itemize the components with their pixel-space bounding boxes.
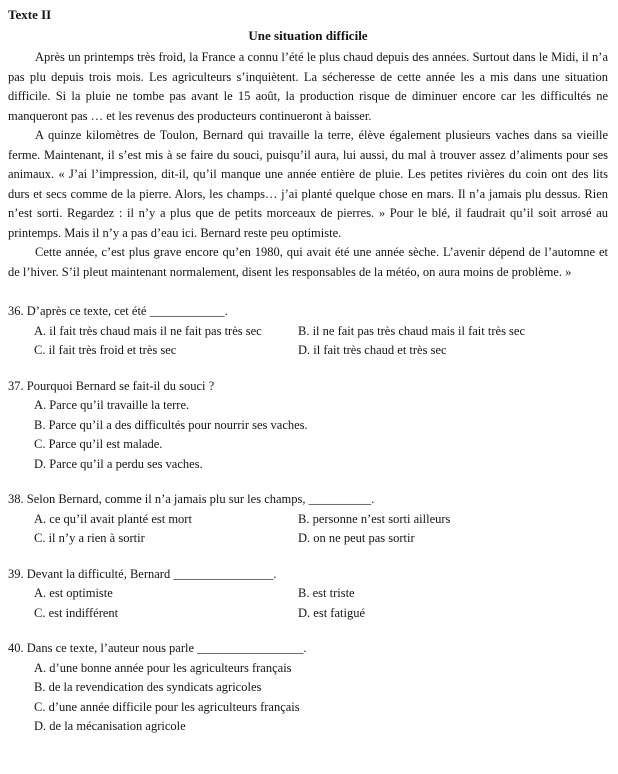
- question-40-option-c: C. d’une année difficile pour les agriculteurs français: [34, 699, 300, 714]
- question-40-options: [8, 659, 608, 737]
- question-38-stem: 38. Selon Bernard, comme il n’a jamais plu sur les champs, __________.: [8, 492, 375, 506]
- question-39-options: [8, 584, 608, 623]
- question-36-options: [8, 322, 608, 361]
- question-36-option-d: D. il fait très chaud et très sec: [298, 343, 447, 357]
- question-39-option-a: A. est optimiste: [34, 586, 113, 600]
- question-36-option-c: C. il fait très froid et très sec: [34, 343, 177, 357]
- question-38-options: [8, 510, 608, 549]
- question-40-option-a: A. d’une bonne année pour les agriculteurs français: [34, 660, 292, 675]
- question-37-option-d: D. Parce qu’il a perdu ses vaches.: [34, 456, 203, 471]
- question-37-option-a: A. Parce qu’il travaille la terre.: [34, 398, 190, 412]
- question-38-option-d: D. on ne peut pas sortir: [298, 531, 415, 545]
- question-37: [8, 377, 608, 475]
- question-38-option-a: A. ce qu’il avait planté est mort: [34, 511, 192, 526]
- question-36-option-a: A. il fait très chaud mais il ne fait pas très sec: [34, 323, 262, 338]
- question-38-option-b: B. personne n’est sorti ailleurs: [298, 511, 451, 526]
- paragraph-2: A quinze kilomètres de Toulon, Bernard qui travaille la terre, élève également plusieurs vaches dans sa vieille ferme. Maintenant, il s’est mis à se faire du souci, puisqu’il aura, lui aussi, du mal à trouver assez d’aliments pour ses animaux. « J’ai l’impression, dit-il, qu’il manque une année entière de pluie. Les petites rivières du coin ont des lits durs et secs comme de la pierre. Alors, les champs… j’ai planté quelque chose en mars. Il n’a jamais plu dessus. Rien n’est sorti. Regardez : il n’y a plus que de petits morceaux de pierres. » Pour le blé, il faudrait qu’il soit arrosé au printemps. Mais il n’y a pas d’eau ici. Bernard reste peu optimiste.: [8, 128, 608, 240]
- question-40: [8, 639, 608, 737]
- paragraph-3: Cette année, c’est plus grave encore qu’en 1980, qui avait été une année sèche. L’avenir dépend de l’automne et de l’hiver. S’il pleut maintenant normalement, disent les responsables de la météo, on aura moins de problème. »: [8, 245, 608, 279]
- question-39-option-b: B. est triste: [298, 586, 355, 600]
- paragraph-1: Après un printemps très froid, la France a connu l’été le plus chaud depuis des années. Surtout dans le Midi, il n’a pas plu depuis trois mois. Les agriculteurs s’inquiètent. La sécheresse de cette année les a mis dans une situation difficile. Si la pluie ne tombe pas avant le 15 août, la production risque de diminuer encore car les difficultés ne manqueront pas … et les revenus des producteurs continueront à baisser.: [8, 50, 608, 123]
- questions-section: [8, 302, 608, 737]
- question-39-option-d: D. est fatigué: [298, 605, 365, 620]
- question-38-option-c: C. il n’y a rien à sortir: [34, 531, 145, 545]
- question-37-option-c: C. Parce qu’il est malade.: [34, 437, 163, 451]
- question-40-option-d: D. de la mécanisation agricole: [34, 719, 186, 733]
- question-36: [8, 302, 608, 361]
- question-37-stem: 37. Pourquoi Bernard se fait-il du souci ?: [8, 378, 215, 393]
- section-label: Texte II: [8, 7, 52, 22]
- question-40-option-b: B. de la revendication des syndicats agricoles: [34, 680, 262, 694]
- question-38: [8, 490, 608, 549]
- question-39-option-c: C. est indifférent: [34, 605, 119, 620]
- question-39-stem: 39. Devant la difficulté, Bernard ________________.: [8, 566, 277, 581]
- question-36-option-b: B. il ne fait pas très chaud mais il fait très sec: [298, 323, 526, 338]
- question-37-options: [8, 396, 608, 474]
- question-40-stem: 40. Dans ce texte, l’auteur nous parle _________________.: [8, 641, 307, 655]
- question-37-option-b: B. Parce qu’il a des difficultés pour nourrir ses vaches.: [34, 417, 308, 432]
- document-title: Une situation difficile: [248, 28, 368, 43]
- question-36-stem: 36. D’après ce texte, cet été ____________.: [8, 304, 228, 318]
- question-39: [8, 565, 608, 624]
